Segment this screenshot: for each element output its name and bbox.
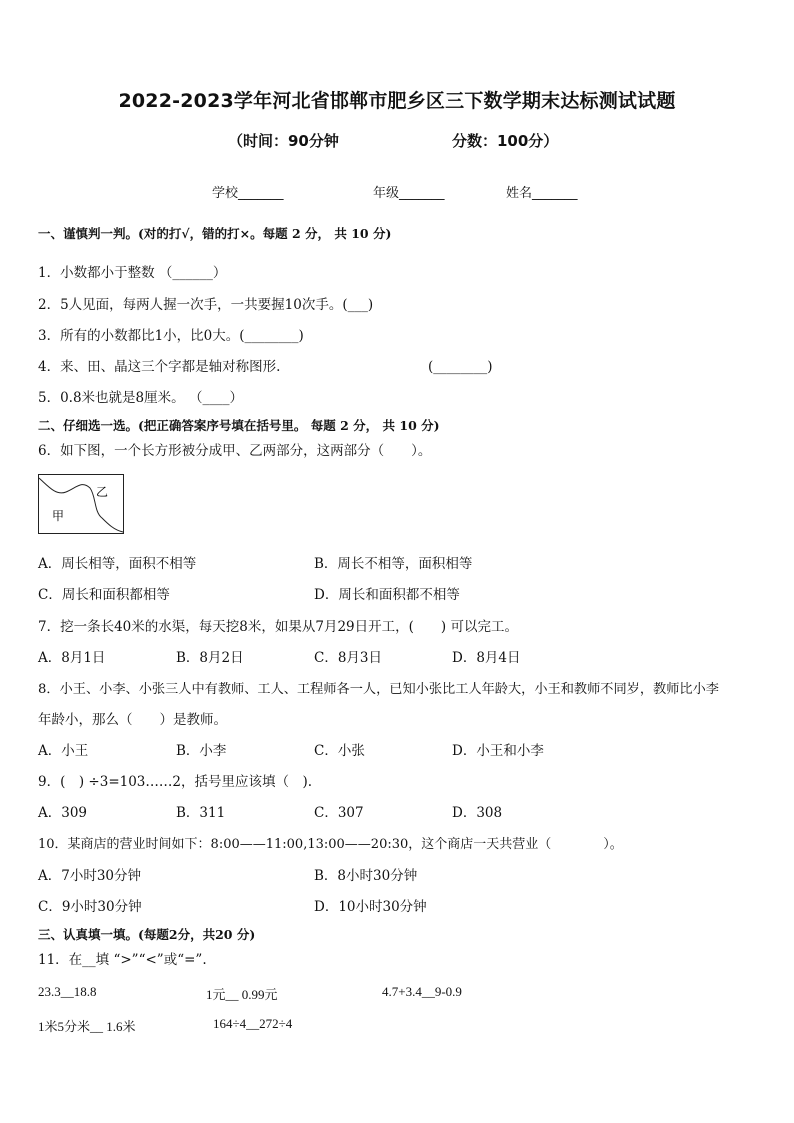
- section1-title: 一、谨慎判一判。(对的打√，错的打×。每题 2 分， 共 10 分): [38, 226, 392, 241]
- q9-option-b: B．311: [176, 805, 226, 821]
- q10-option-b: B．8小时30分钟: [314, 868, 418, 884]
- q6-option-a: A．周长相等，面积不相等: [38, 556, 197, 572]
- q7-option-a: A．8月1日: [38, 650, 106, 666]
- question-4: 4．来、田、晶这三个字都是轴对称图形.: [38, 359, 281, 375]
- compare-4: 1米5分米__ 1.6米: [38, 1019, 136, 1034]
- q6-option-d: D．周长和面积都不相等: [314, 587, 460, 603]
- section3-title: 三、认真填一填。(每题2分，共20 分): [38, 927, 256, 942]
- question-10: 10．某商店的营业时间如下：8:00——11:00,13:00——20:30，这个商店一天共营业（ ）。: [38, 837, 623, 852]
- grade-field: 年级_______: [373, 186, 445, 201]
- page-title: 2022-2023学年河北省邯郸市肥乡区三下数学期末达标测试试题: [118, 90, 676, 112]
- q8-option-a: A．小王: [38, 743, 89, 759]
- dividing-curve: [39, 478, 123, 532]
- q8-option-b: B．小李: [176, 743, 227, 759]
- compare-2: 1元__ 0.99元: [206, 987, 278, 1002]
- question-9: 9．( ) ÷3=103……2，括号里应该填（ ).: [38, 774, 313, 790]
- question-7: 7．挖一条长40米的水渠，每天挖8米，如果从7月29日开工，( ) 可以完工。: [38, 619, 518, 635]
- rectangle-figure: [38, 474, 124, 534]
- q9-option-c: C．307: [314, 805, 364, 821]
- rectangle-outline: [39, 475, 124, 534]
- compare-3: 4.7+3.4__9-0.9: [382, 984, 462, 999]
- question-3: 3．所有的小数都比1小，比0大。(________): [38, 328, 304, 344]
- label-yi: 乙: [96, 485, 109, 499]
- label-jia: 甲: [52, 509, 65, 523]
- name-field: 姓名_______: [506, 186, 578, 201]
- question-6: 6．如下图，一个长方形被分成甲、乙两部分，这两部分（ ）。: [38, 443, 432, 459]
- q7-option-d: D．8月4日: [452, 650, 521, 666]
- q8-option-c: C．小张: [314, 743, 365, 759]
- compare-5: 164÷4__272÷4: [213, 1016, 293, 1031]
- section2-title: 二、仔细选一选。(把正确答案序号填在括号里。 每题 2 分， 共 10 分): [38, 418, 440, 433]
- exam-score: 分数：100分）: [452, 132, 559, 150]
- q10-option-c: C．9小时30分钟: [38, 899, 142, 915]
- q9-option-a: A．309: [38, 805, 88, 821]
- q10-option-a: A．7小时30分钟: [38, 868, 142, 884]
- question-2: 2．5人见面，每两人握一次手，一共要握10次手。(___): [38, 297, 374, 313]
- q10-option-d: D．10小时30分钟: [314, 899, 427, 915]
- question-1: 1．小数都小于整数 （______）: [38, 265, 227, 281]
- q7-option-b: B．8月2日: [176, 650, 244, 666]
- q7-option-c: C．8月3日: [314, 650, 383, 666]
- question-11: 11．在__填 “>”“<”或“=”.: [38, 952, 207, 968]
- compare-1: 23.3__18.8: [38, 984, 97, 999]
- q9-option-d: D．308: [452, 805, 503, 821]
- q6-option-b: B．周长不相等，面积相等: [314, 556, 473, 572]
- question-5: 5．0.8米也就是8厘米。 （____）: [38, 390, 243, 406]
- question-8-line2: 年龄小，那么（ ）是教师。: [38, 712, 227, 728]
- exam-time: （时间：90分钟: [228, 132, 339, 150]
- question-4-blank: (________): [428, 359, 493, 375]
- q8-option-d: D．小王和小李: [452, 743, 544, 759]
- q6-option-c: C．周长和面积都相等: [38, 587, 170, 603]
- question-8-line1: 8．小王、小李、小张三人中有教师、工人、工程师各一人，已知小张比工人年龄大，小王和教师不同岁，教师比小李: [38, 682, 719, 697]
- school-field: 学校_______: [212, 186, 284, 201]
